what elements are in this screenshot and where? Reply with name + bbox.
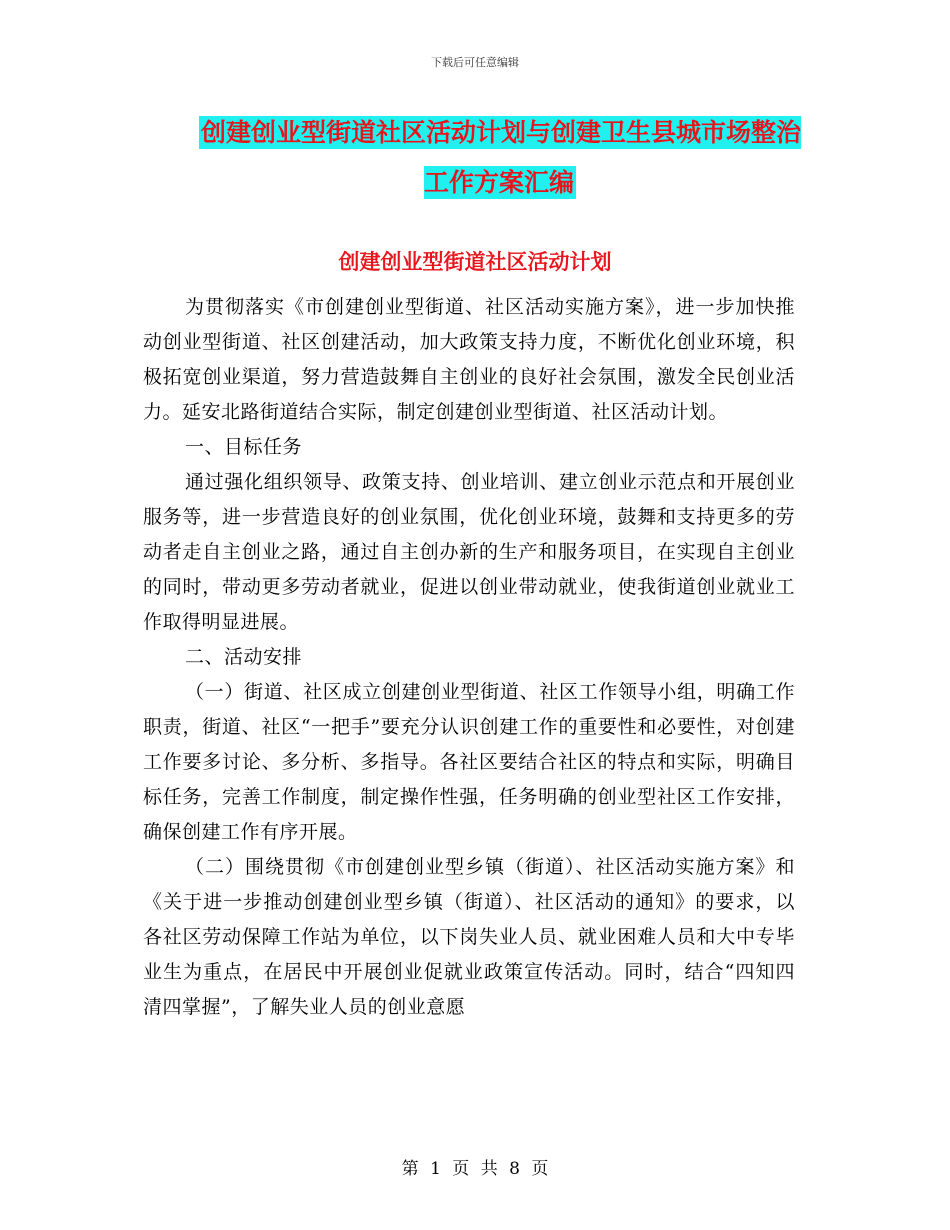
header-note: 下载后可任意编辑 (431, 56, 519, 69)
heading-goals: 一、目标任务 (185, 436, 303, 458)
section-title: 创建创业型街道社区活动计划 (338, 249, 612, 274)
main-title (190, 108, 810, 208)
page-number: 第 1 页 共 8 页 (401, 1159, 549, 1179)
paragraph-activity-1: （一）街道、社区成立创建创业型街道、社区工作领导小组，明确工作职责，街道、社区“一把手”要充分认识创建工作的重要性和必要性，对创建工作要多讨论、多分析、多指导。各社区要结合社区的特点和实际，明确目标任务，完善工作制度，制定操作性强，任务明确的创业型社区工作安排，确保创建工作有序开展。 (143, 681, 795, 843)
heading-activities: 二、活动安排 (185, 646, 303, 668)
paragraph-goals: 通过强化组织领导、政策支持、创业培训、建立创业示范点和开展创业服务等，进一步营造良好的创业氛围，优化创业环境，鼓舞和支持更多的劳动者走自主创业之路，通过自主创办新的生产和服务项目，在实现自主创业的同时，带动更多劳动者就业，促进以创业带动就业，使我街道创业就业工作取得明显进展。 (143, 471, 795, 633)
main-title-text: 创建创业型街道社区活动计划与创建卫生县城市场整治工作方案汇编 (200, 118, 801, 197)
paragraph-intro: 为贯彻落实《市创建创业型街道、社区活动实施方案》，进一步加快推动创业型街道、社区创建活动，加大政策支持力度，不断优化创业环境，积极拓宽创业渠道，努力营造鼓舞自主创业的良好社会氛围，激发全民创业活力。延安北路街道结合实际，制定创建创业型街道、社区活动计划。 (143, 296, 795, 423)
body-text (143, 290, 795, 1025)
paragraph-activity-2: （二）围绕贯彻《市创建创业型乡镇（街道）、社区活动实施方案》和《关于进一步推动创建创业型乡镇（街道）、社区活动的通知》的要求，以各社区劳动保障工作站为单位，以下岗失业人员、就业困难人员和大中专毕业生为重点，在居民中开展创业促就业政策宣传活动。同时，结合“四知四清四掌握”，了解失业人员的创业意愿 (143, 856, 795, 1018)
